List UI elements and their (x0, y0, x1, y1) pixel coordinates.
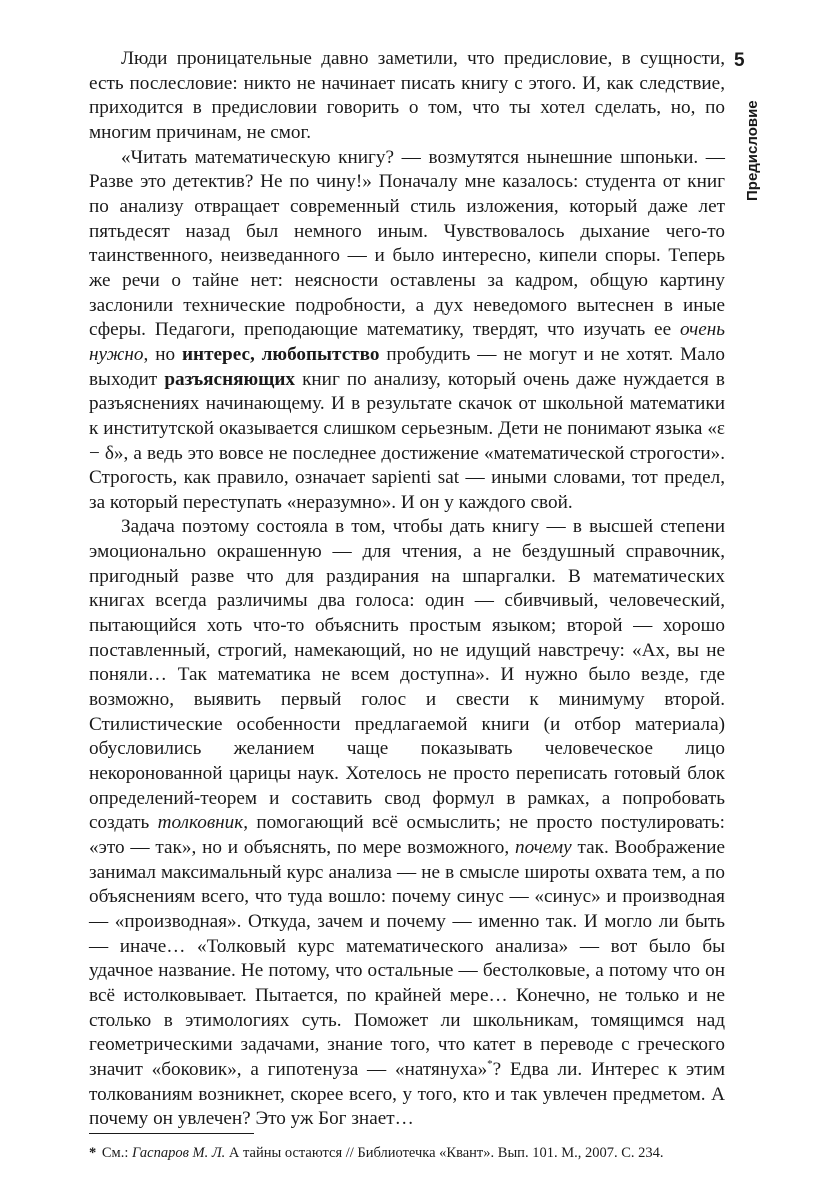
paragraph (89, 47, 725, 146)
text-run: Люди проницательные давно заметили, что предисловие, в сущности, есть послесловие: никто не начинает писать книгу с этого. И, как следствие, приходится в предисловии говорить о том, что ты хотел сделать, но, по многим причинам, не смог. (89, 48, 725, 143)
text-run: Задача поэтому состояла в том, чтобы дать книгу — в высшей степени эмоционально окрашенную — для чтения, а не бездушный справочник, пригодный разве что для раздирания на шпаргалки. В математических книгах всегда различимы два голоса: один — сбивчивый, человеческий, пытающийся хоть что-то объяснить простым языком; второй — хорошо поставленный, строгий, намекающий, но не идущий навстречу: «Ах, вы не поняли… Так математика не всем доступна». И нужно было везде, где возможно, выявить первый голос и свести к минимуму второй. Стилистические особенности предлагаемой книги (и отбор материала) обусловились желанием чаще показывать человеческое лицо некоронованной царицы наук. Хотелось не просто переписать готовый блок определений-теорем и составить свод формул в рамках, а попробовать создать (89, 516, 725, 834)
text-run: , помогающий всё осмыслить; не просто постулировать: «это — так», но и объяснять, по мере возможного, (89, 812, 725, 858)
footnote-text: А тайны остаются // Библиотечка «Квант». Вып. 101. М., 2007. С. 234. (225, 1145, 664, 1161)
footnote-reference: * (487, 1057, 493, 1070)
text-run: , но (143, 343, 182, 365)
footnote-author: Гаспаров М. Л. (132, 1145, 226, 1161)
footnote-mark: * (89, 1145, 97, 1161)
text-run: ? Едва ли. Интерес к этим толкованиям возникнет, скорее всего, у того, кто и так увлечен предметом. А почему он увлечен? Это уж Бог знает… (89, 1058, 725, 1130)
paragraph (89, 146, 725, 516)
text-run: пробудить — не могут и не хотят. Мало выходит (89, 343, 725, 390)
text-run: так. Воображение занимал максимальный курс анализа — не в смысле широты охвата тем, а по объяснениям всего, что туда вошло: почему синус — «синус» и производная — «производная». Откуда, зачем и почему — именно так. И могло ли быть — иначе… «Толковый курс математического анализа» — вот было бы удачное название. Не потому, что остальные — бестолковые, а потому что он всё истолковывает. Пытается, по крайней мере… Конечно, не только и не столько в этимологиях суть. Поможет ли школьникам, томящимся над геометрическими задачами, знание того, что катет в переводе с греческого значит «боковик», а гипотенуза — «натянуха» (89, 837, 726, 1080)
emphasis-text: интерес, любопытство (181, 343, 380, 365)
footnote-prefix: См.: (101, 1145, 133, 1161)
page-number: 5 (734, 50, 745, 71)
footnote (89, 1144, 725, 1162)
emphasis-text: очень нужно (89, 319, 725, 365)
text-run: книг по анализу, который очень даже нуждается в разъяснениях начинающему. И в результате скачок от школьной математики к институтской оказывается слишком серьезным. Дети не понимают языка «ε − δ», а ведь это вовсе не последнее достижение «математической строгости». Строгость, как правило, означает sapienti sat — иными словами, тот предел, за который переступать «неразумно». И он у каждого свой. (89, 368, 725, 513)
emphasis-text: толковник (157, 812, 244, 834)
running-head: Предисловие (744, 100, 761, 201)
paragraph (89, 515, 725, 1131)
body-text (89, 47, 725, 1132)
footnote-divider (89, 1133, 254, 1134)
text-run: «Читать математическую книгу? — возмутятся нынешние шпоньки. — Разве это детектив? Не по чину!» Поначалу мне казалось: студента от книг по анализу отвращает современный стиль изложения, который даже лет пятьдесят назад был немного иным. Чувствовалось дыхание чего-то таинственного, неизведанного — и было интересно, кипели споры. Теперь же речи о тайне нет: неясности оставлены за кадром, общую картину заслонили технические подробности, а дух неведомого вытеснен в иные сферы. Педагоги, преподающие математику, твердят, что изучать ее (89, 146, 725, 341)
emphasis-text: разъясняющих (164, 368, 296, 390)
emphasis-text: почему (515, 837, 572, 858)
